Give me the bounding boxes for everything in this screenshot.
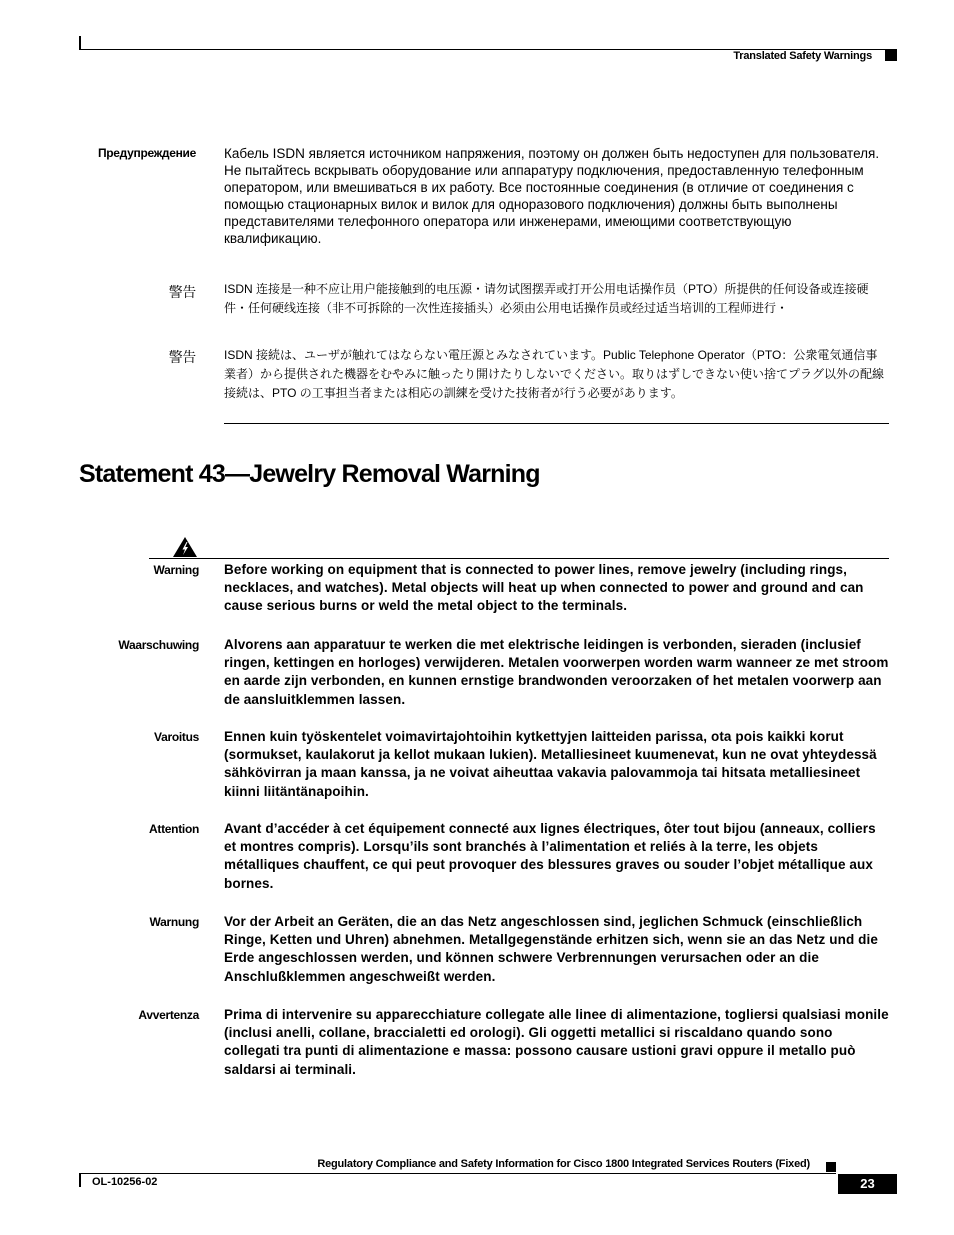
page-number: 23 bbox=[838, 1174, 897, 1194]
header-left-mark bbox=[79, 36, 81, 50]
warning-text-finnish: Ennen kuin työskentelet voimavirtajohtoihin kytkettyjen laitteiden parissa, ota pois kaikki korut (sormukset, kaulakorut ja kellot mukaan lukien). Metalliesineet kuumenevat, kun ne ovat yhteydessä sähkövirran ja maan kanssa, ja ne voivat aiheuttaa vakavia palovammoja tai hitsata metalliesineet kiinni liitäntänapoihin. bbox=[224, 729, 877, 799]
warning-label-finnish: Varoitus bbox=[154, 730, 199, 744]
header-section-title: Translated Safety Warnings bbox=[733, 50, 872, 62]
footer-marker-block bbox=[826, 1162, 836, 1172]
warning-label-italian: Avvertenza bbox=[138, 1008, 199, 1022]
header-marker-block bbox=[885, 49, 897, 61]
statement-title: Statement 43—Jewelry Removal Warning bbox=[79, 460, 540, 488]
translation-text-chinese: ISDN 连接是一种不应让用户能接触到的电压源・请勿试图摆弄或打开公用电话操作员（PTO）所提供的任何设备或连接硬件・任何硬线连接（非不可拆除的一次性连接插头）必须由公用电话操作员或经过适当培训的工程师进行・ bbox=[224, 282, 869, 315]
translation-label-chinese: 警告 bbox=[168, 284, 196, 300]
warning-text-english: Before working on equipment that is connected to power lines, remove jewelry (including rings, necklaces, and watches). Metal objects will heat up when connected to power and ground and can cause serious burns or weld the metal object to the terminals. bbox=[224, 562, 864, 614]
translation-text-japanese: ISDN 接続は、ユーザが触れてはならない電圧源とみなされています。Public Telephone Operator（PTO：公衆電気通信事業者）から提供された機器をむやみに触ったり開けたりしないでください。取りはずしできない使い捨てプラグ以外の配線接続は、PTO の工事担当者または相応の訓練を受けた技術者が行う必要があります。 bbox=[224, 348, 885, 400]
translation-text-russian: Кабель ISDN является источником напряжения, поэтому он должен быть недоступен для пользователя. Не пытайтесь вскрывать оборудование или аппаратуру подключения, предоставленную телефонным оператором, или вмешиваться в их работу. Все постоянные соединения (в отличие от соединения с помощью стационарных вилок и вилок для одноразового подключения) должны быть выполнены представителями телефонного оператора или инженерами, имеющими соответствующую квалификацию. bbox=[224, 146, 880, 246]
translation-label-russian: Предупреждение bbox=[97, 146, 196, 160]
warning-text-french: Avant d’accéder à cet équipement connecté aux lignes électriques, ôter tout bijou (anneaux, colliers et montres compris). Lorsqu’ils sont branchés à l’alimentation et reliés à la terre, les objets métalliques chauffent, ce qui peut provoquer des blessures graves ou souder l’objet métallique aux bornes. bbox=[224, 821, 876, 891]
warning-label-german: Warnung bbox=[149, 915, 199, 929]
section-divider bbox=[224, 423, 889, 424]
warning-text-dutch: Alvorens aan apparatuur te werken die met elektrische leidingen is verbonden, sieraden (inclusief ringen, kettingen en horloges) verwijderen. Metalen voorwerpen worden warm wanneer ze met stroom en aarde zijn verbonden, en kunnen ernstige brandwonden veroorzaken of het metalen voorwerp aan de aansluitklemmen lassen. bbox=[224, 637, 889, 707]
warning-rule bbox=[149, 558, 889, 559]
warning-triangle-icon bbox=[172, 536, 198, 558]
warning-label-dutch: Waarschuwing bbox=[118, 638, 199, 652]
warning-label-english: Warning bbox=[153, 563, 199, 577]
translation-label-japanese: 警告 bbox=[168, 349, 196, 365]
footer-document-title: Regulatory Compliance and Safety Information for Cisco 1800 Integrated Services Routers (Fixed) bbox=[317, 1158, 810, 1170]
footer-rule bbox=[79, 1173, 836, 1174]
warning-label-french: Attention bbox=[149, 822, 199, 836]
warning-text-italian: Prima di intervenire su apparecchiature collegate alle linee di alimentazione, togliersi qualsiasi monile (inclusi anelli, collane, braccialetti ed orologi). Gli oggetti metallici si riscaldano quando sono collegati tra punti di alimentazione e massa: possono causare ustioni gravi oppure il metallo può saldarsi ai terminali. bbox=[224, 1007, 889, 1077]
warning-text-german: Vor der Arbeit an Geräten, die an das Netz angeschlossen sind, jeglichen Schmuck (einschließlich Ringe, Ketten und Uhren) abnehmen. Metallgegenstände erhitzen sich, wenn sie an das Netz und die Erde angeschlossen werden, und können schwere Verbrennungen verursachen oder an die Anschlußklemmen angeschweißt werden. bbox=[224, 914, 878, 984]
footer-document-number: OL-10256-02 bbox=[92, 1176, 158, 1188]
footer-left-mark bbox=[79, 1173, 81, 1187]
